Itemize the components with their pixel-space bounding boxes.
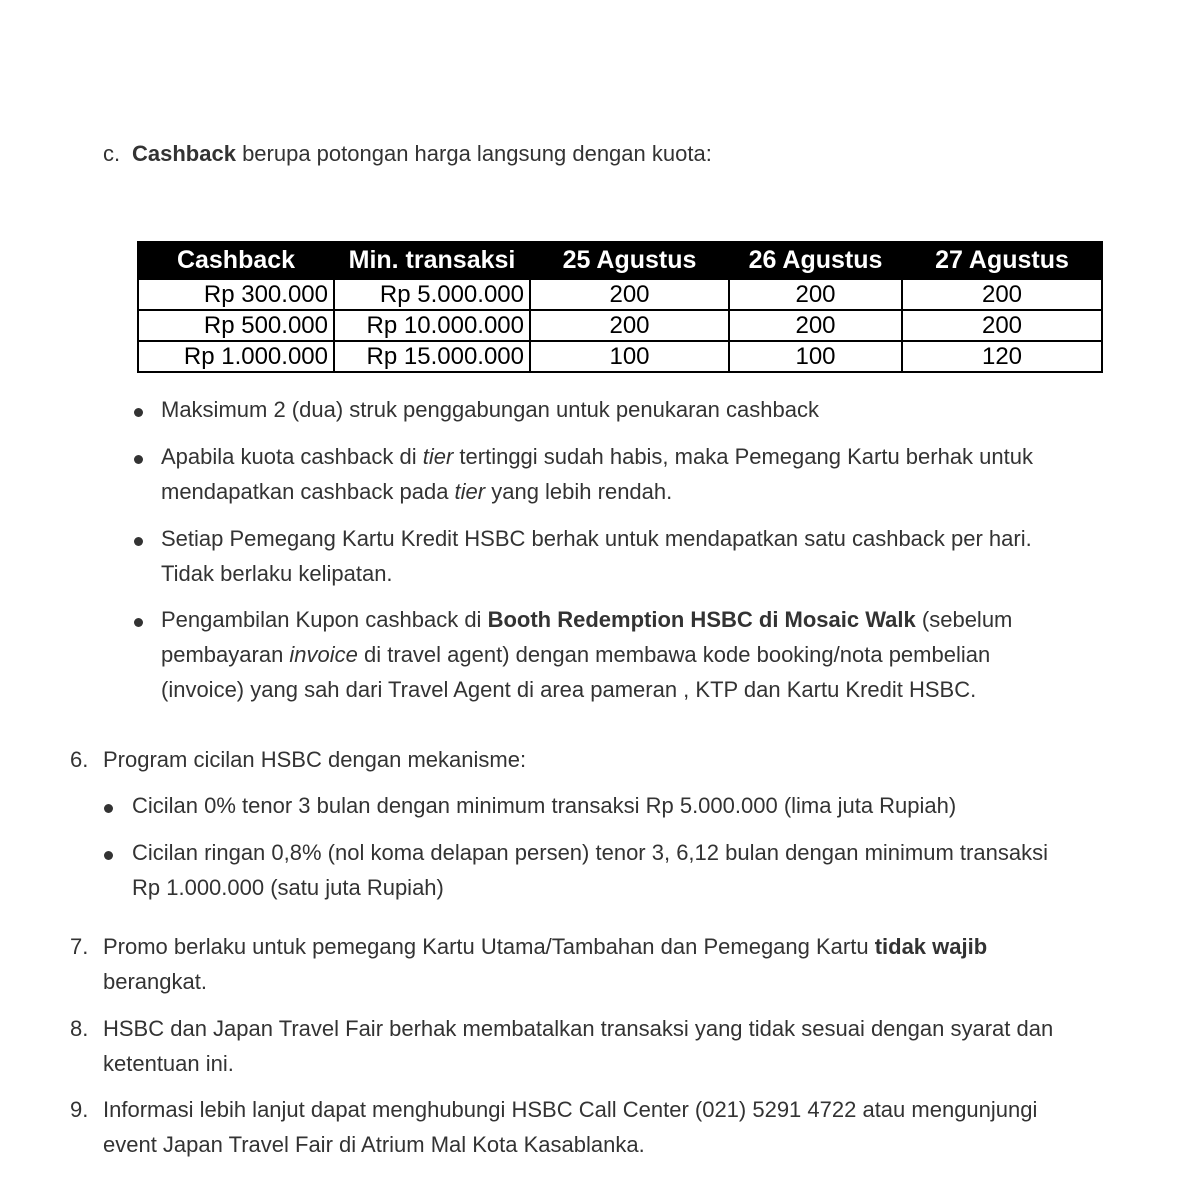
cashback-bullet-coupon-line1: [161, 603, 1012, 637]
item-6-sub2-line2: Rp 1.000.000 (satu juta Rupiah): [132, 875, 444, 900]
bullet-icon: [104, 804, 113, 813]
table-cell: Rp 15.000.000: [334, 341, 530, 372]
item-6-text: Program cicilan HSBC dengan mekanisme:: [103, 747, 527, 772]
list-marker-c: c.: [103, 141, 121, 166]
item-8-line1: HSBC dan Japan Travel Fair berhak membatalkan transaksi yang tidak sesuai dengan syarat dan: [103, 1016, 1054, 1041]
item-7-line2: berangkat.: [103, 969, 207, 994]
table-row: [138, 310, 1102, 341]
cashback-bullet-coupon-line3: (invoice) yang sah dari Travel Agent di area pameran , KTP dan Kartu Kredit HSBC.: [161, 677, 977, 702]
cashback-label: Cashback: [132, 141, 236, 166]
table-cell: 200: [530, 310, 729, 341]
section-c-heading: [132, 137, 712, 171]
table-cell: 200: [902, 279, 1102, 310]
bullet-icon: [134, 618, 143, 627]
item-9-line2: event Japan Travel Fair di Atrium Mal Kota Kasablanka.: [103, 1132, 645, 1157]
text-run: Apabila kuota cashback di: [161, 444, 423, 469]
cashback-bullet-per-day-line2: Tidak berlaku kelipatan.: [161, 561, 393, 586]
item-6-sub2-line1: Cicilan ringan 0,8% (nol koma delapan persen) tenor 3, 6,12 bulan dengan minimum transaksi: [132, 840, 1048, 865]
cashback-bullet-max-receipts: Maksimum 2 (dua) struk penggabungan untuk penukaran cashback: [161, 397, 819, 422]
table-cell: 100: [530, 341, 729, 372]
text-run-italic: invoice: [289, 642, 358, 667]
table-row: [138, 279, 1102, 310]
booth-location: Booth Redemption HSBC di Mosaic Walk: [487, 607, 916, 632]
item-6-sub1: Cicilan 0% tenor 3 bulan dengan minimum transaksi Rp 5.000.000 (lima juta Rupiah): [132, 793, 957, 818]
table-cell: 120: [902, 341, 1102, 372]
item-8-line2: ketentuan ini.: [103, 1051, 234, 1076]
table-header-row: [138, 242, 1102, 279]
text-run: Pengambilan Kupon cashback di: [161, 607, 488, 632]
list-marker-9: 9.: [70, 1097, 89, 1122]
cashback-bullet-coupon-line2: [161, 638, 990, 672]
text-run-italic: tier: [422, 444, 454, 469]
bullet-icon: [134, 537, 143, 546]
list-marker-8: 8.: [70, 1016, 89, 1041]
table-cell: 200: [902, 310, 1102, 341]
text-run: mendapatkan cashback pada: [161, 479, 455, 504]
cashback-bullet-tier-line1: [161, 440, 1033, 474]
bullet-icon: [134, 408, 143, 417]
column-header: 25 Agustus: [530, 242, 729, 279]
cashback-bullet-tier-line2: [161, 475, 672, 509]
table-cell: Rp 1.000.000: [138, 341, 334, 372]
text-run-italic: tier: [454, 479, 486, 504]
table-cell: Rp 300.000: [138, 279, 334, 310]
table-cell: Rp 500.000: [138, 310, 334, 341]
cashback-quota-table: [137, 241, 1103, 373]
cashback-bullet-per-day-line1: Setiap Pemegang Kartu Kredit HSBC berhak untuk mendapatkan satu cashback per hari.: [161, 526, 1032, 551]
column-header: 27 Agustus: [902, 242, 1102, 279]
text-run: Promo berlaku untuk pemegang Kartu Utama/Tambahan dan Pemegang Kartu: [103, 934, 875, 959]
text-run: di travel agent) dengan membawa kode booking/nota pembelian: [357, 642, 991, 667]
table-cell: 200: [729, 310, 902, 341]
table-cell: 200: [530, 279, 729, 310]
text-run: yang lebih rendah.: [485, 479, 673, 504]
item-9-line1: Informasi lebih lanjut dapat menghubungi HSBC Call Center (021) 5291 4722 atau mengunjungi: [103, 1097, 1038, 1122]
bullet-icon: [104, 851, 113, 860]
column-header: 26 Agustus: [729, 242, 902, 279]
text-run: tertinggi sudah habis, maka Pemegang Kartu berhak untuk: [453, 444, 1033, 469]
table-cell: 100: [729, 341, 902, 372]
bullet-icon: [134, 455, 143, 464]
list-marker-7: 7.: [70, 934, 89, 959]
column-header: Cashback: [138, 242, 334, 279]
table-row: [138, 341, 1102, 372]
list-marker-6: 6.: [70, 747, 89, 772]
table-cell: Rp 5.000.000: [334, 279, 530, 310]
text-run: (sebelum: [915, 607, 1013, 632]
column-header: Min. transaksi: [334, 242, 530, 279]
text-run: pembayaran: [161, 642, 290, 667]
table-cell: 200: [729, 279, 902, 310]
emphasis-not-required: tidak wajib: [874, 934, 988, 959]
table-cell: Rp 10.000.000: [334, 310, 530, 341]
section-c-rest: berupa potongan harga langsung dengan kuota:: [235, 141, 712, 166]
item-7-line1: [103, 930, 987, 964]
